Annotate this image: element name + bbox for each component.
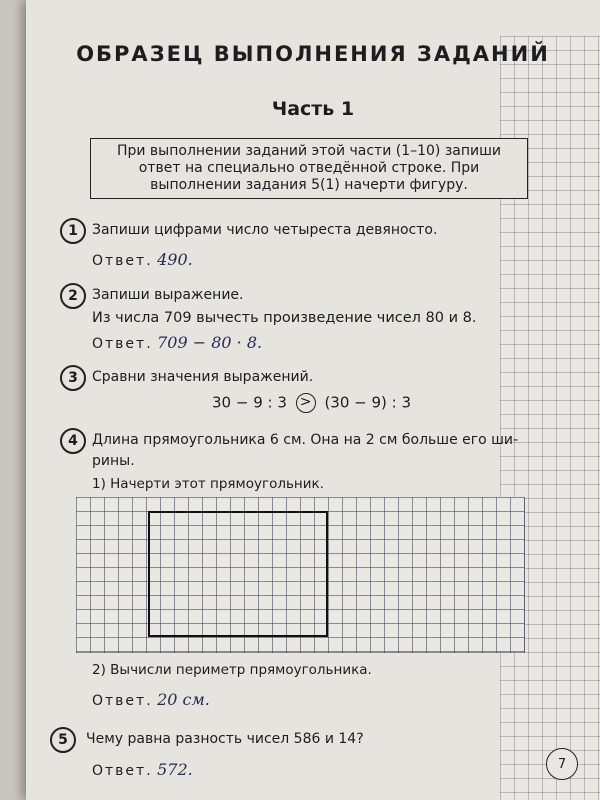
task-4-answer: 20 см. — [157, 690, 210, 709]
task-4-answer-line — [92, 690, 210, 709]
task-number-5: 5 — [50, 727, 76, 753]
task-number-2: 2 — [60, 283, 86, 309]
drawn-rectangle — [148, 511, 328, 637]
task-2-text: Запиши выражение. — [92, 287, 244, 303]
task-4-text-line-1: Длина прямоугольника 6 см. Она на 2 см больше его ши- — [92, 432, 519, 448]
task-number-4: 4 — [60, 428, 86, 454]
answer-label: Ответ. — [92, 763, 153, 779]
task-2-subtext: Из числа 709 вычесть произведение чисел 80 и 8. — [92, 310, 477, 326]
task-5-answer: 572. — [157, 760, 193, 779]
task-1-answer: 490. — [157, 250, 193, 269]
comparison-sign: > — [296, 393, 316, 413]
task-number-1: 1 — [60, 218, 86, 244]
task-5-answer-line — [92, 760, 193, 779]
page-title: ОБРАЗЕЦ ВЫПОЛНЕНИЯ ЗАДАНИЙ — [76, 42, 550, 66]
workbook-page — [26, 0, 600, 800]
task-4-subtask-2: 2) Вычисли периметр прямоугольника. — [92, 662, 372, 678]
instructions-box: При выполнении заданий этой части (1–10) запиши ответ на специально отведённой строке. При выполнении задания 5(1) начерти фигуру. — [90, 138, 528, 199]
task-number-3: 3 — [60, 365, 86, 391]
task-2-answer-line — [92, 333, 262, 352]
drawing-grid — [76, 497, 525, 653]
task-4-text-line-2: рины. — [92, 453, 135, 469]
answer-label: Ответ. — [92, 693, 153, 709]
task-1-text: Запиши цифрами число четыреста девяносто. — [92, 222, 438, 238]
task-3-comparison — [212, 393, 411, 413]
task-3-text: Сравни значения выражений. — [92, 369, 314, 385]
left-expression: 30 − 9 : 3 — [212, 393, 287, 412]
right-expression: (30 − 9) : 3 — [324, 393, 412, 412]
task-5-text: Чему равна разность чисел 586 и 14? — [86, 731, 364, 747]
answer-label: Ответ. — [92, 336, 153, 352]
page-number: 7 — [546, 748, 578, 780]
answer-label: Ответ. — [92, 253, 153, 269]
task-1-answer-line — [92, 250, 193, 269]
part-title: Часть 1 — [271, 98, 355, 120]
task-4-subtask-1: 1) Начерти этот прямоугольник. — [92, 476, 324, 492]
task-2-answer: 709 − 80 · 8. — [157, 333, 263, 352]
